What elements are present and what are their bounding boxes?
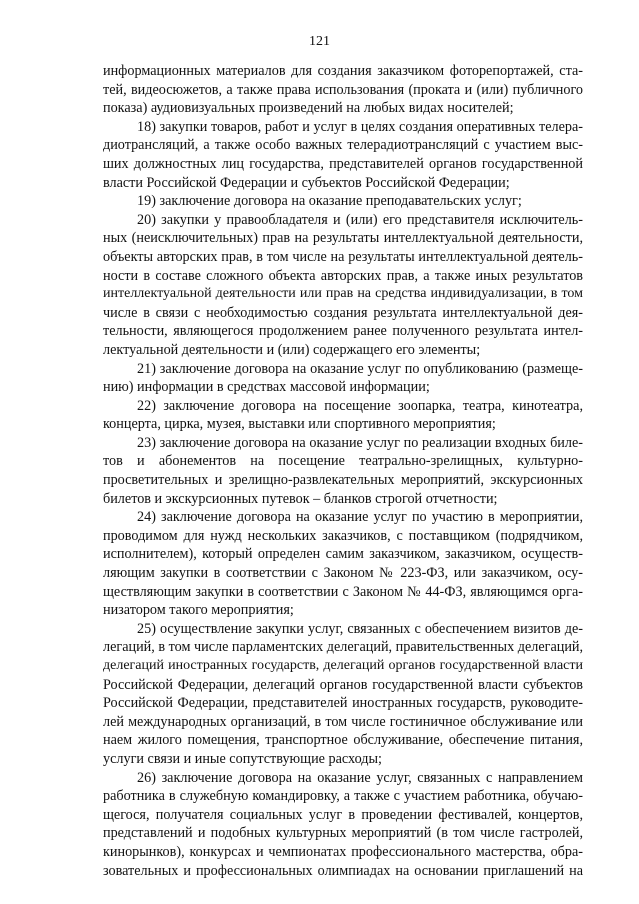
text-line: Российской Федерации, делегаций органов государственной власти субъектов	[103, 676, 583, 693]
document-body	[103, 62, 583, 880]
text-line: билетов и экскурсионных путевок – бланков строгой отчетности;	[103, 490, 498, 507]
text-line: тов и абонементов на посещение театрально-зрелищных, культурно-	[103, 453, 583, 470]
text-line: зовательных и профессиональных олимпиадах на основании приглашений на	[103, 862, 583, 879]
text-line: показа) аудиовизуальных произведений на любых видах носителей;	[103, 100, 514, 117]
text-line: диотрансляций, а также особо важных телерадиотрансляций с участием выс-	[103, 137, 583, 154]
text-line: щегося, получателя социальных услуг в проведении фестивалей, концертов,	[103, 806, 583, 823]
text-line: просветительных и зрелищно-развлекательных мероприятий, экскурсионных	[103, 472, 583, 489]
text-line: интеллектуальной деятельности или прав на средства индивидуализации, в том	[103, 286, 583, 302]
text-line: делегаций иностранных государств, делегаций органов государственной власти	[103, 658, 583, 673]
text-line: наем жилого помещения, транспортное обслуживание, обеспечение питания,	[103, 732, 583, 749]
text-line: услуги связи и иные сопутствующие расходы;	[103, 750, 382, 767]
text-line: представлений и подобных культурных мероприятий (в том числе гастролей,	[103, 825, 583, 842]
text-line: низатором такого мероприятия;	[103, 602, 294, 619]
text-line: ществляющим закупки в соответствии с Законом № 44-ФЗ, являющимся орга-	[103, 583, 583, 600]
text-line: 23) заключение договора на оказание услуг по реализации входных биле-	[137, 434, 583, 451]
text-line: легаций, в том числе парламентских делегаций, правительственных делегаций,	[103, 639, 584, 656]
text-line: ляющим закупки в соответствии с Законом № 223-ФЗ, или заказчиком, осу-	[103, 565, 583, 582]
text-line: тей, видеосюжетов, а также права использования (проката и (или) публичного	[103, 81, 583, 98]
text-line: 24) заключение договора на оказание услуг по участию в мероприятии,	[137, 509, 583, 526]
text-line: ности в составе сложного объекта авторских прав, а также иных результатов	[103, 267, 583, 284]
text-line: концерта, цирка, музея, выставки или спортивного мероприятия;	[103, 416, 496, 433]
text-line: объекты авторских прав, в том числе на результаты интеллектуальной деятель-	[103, 248, 583, 265]
text-line: информационных материалов для создания заказчиком фоторепортажей, ста-	[103, 63, 583, 79]
text-line: ных (неисключительных) прав на результаты интеллектуальной деятельности,	[103, 230, 583, 247]
text-line: кинорынков), конкурсах и чемпионатах профессионального мастерства, обра-	[103, 843, 583, 860]
text-line: 25) осуществление закупки услуг, связанных с обеспечением визитов де-	[137, 620, 583, 637]
text-line: ших должностных лиц государства, представителей органов государственной	[103, 155, 583, 172]
text-line: 21) заключение договора на оказание услуг по опубликованию (размеще-	[137, 360, 583, 377]
text-line: власти Российской Федерации и субъектов Российской Федерации;	[103, 174, 510, 191]
text-line: лектуальной деятельности и (или) содержащего его элементы;	[103, 341, 481, 358]
text-line: Российской Федерации, представителей иностранных государств, руководите-	[103, 695, 583, 712]
text-line: 22) заключение договора на посещение зоопарка, театра, кинотеатра,	[137, 397, 583, 414]
text-line: проводимом для нужд нескольких заказчиков, с поставщиком (подрядчиком,	[103, 527, 583, 544]
text-line: 18) закупки товаров, работ и услуг в целях создания оперативных телера-	[137, 118, 583, 135]
page-number: 121	[309, 34, 330, 49]
text-line: лей международных организаций, в том числе гостиничное обслуживание или	[103, 713, 583, 730]
text-line: работника в служебную командировку, а также с участием работника, обучаю-	[103, 788, 583, 805]
text-line: нию) информации в средствах массовой информации;	[103, 379, 430, 396]
text-line: 19) заключение договора на оказание преподавательских услуг;	[137, 193, 522, 210]
text-line: 26) заключение договора на оказание услуг, связанных с направлением	[137, 769, 583, 786]
text-line: тельности, являющегося продолжением ранее полученного результата интел-	[103, 323, 583, 340]
text-line: 20) закупки у правообладателя и (или) его представителя исключитель-	[137, 211, 583, 228]
text-line: исполнителем), который определен самим заказчиком, заказчиком, осуществ-	[103, 546, 583, 563]
text-line: числе в связи с необходимостью создания результата интеллектуальной дея-	[103, 304, 583, 321]
